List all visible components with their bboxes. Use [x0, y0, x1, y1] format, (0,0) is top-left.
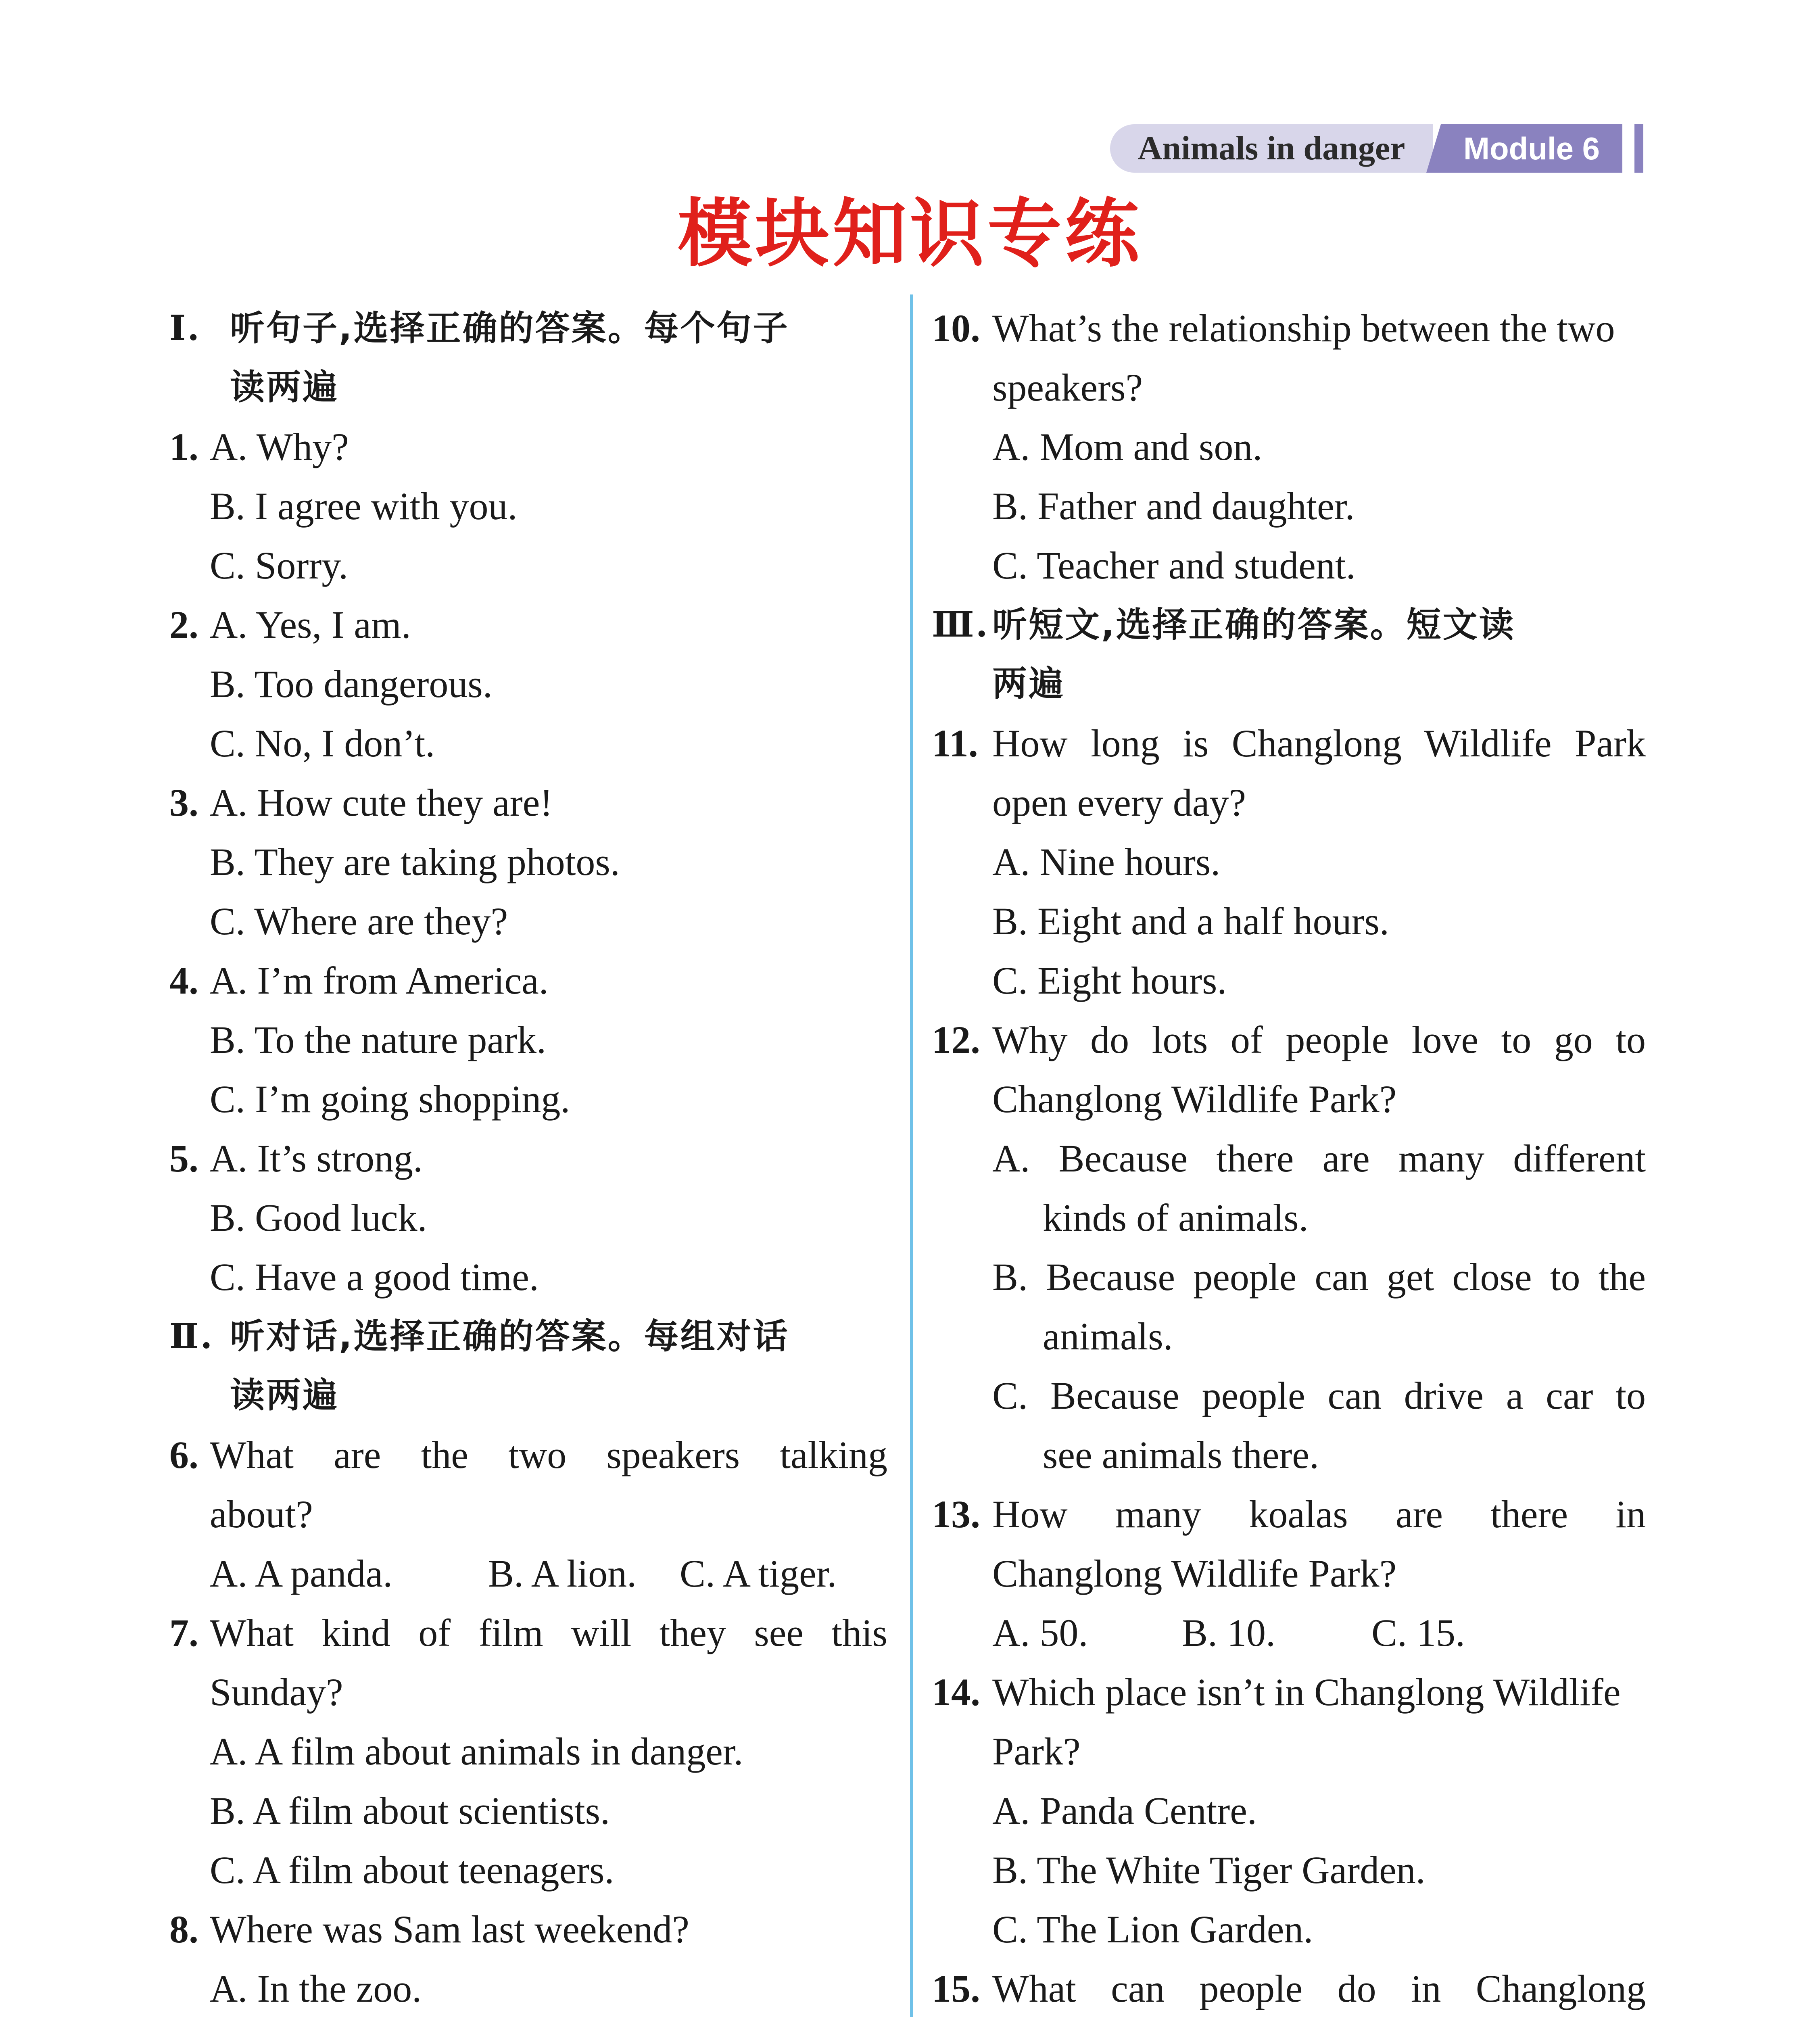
q11-option-c: C. Eight hours. — [992, 959, 1227, 1002]
question-13: 13. How many koalas are there in — [932, 1493, 1646, 1536]
question-3: 3. A. How cute they are! — [169, 781, 553, 824]
q6-options — [169, 1544, 887, 1603]
q7-option-c: C. A film about teenagers. — [210, 1848, 614, 1892]
q5-option-b: B. Good luck. — [210, 1196, 427, 1239]
q12-option-c-cont: see animals there. — [1043, 1433, 1319, 1476]
unit-title-tab: Animals in danger — [1110, 124, 1433, 173]
q10-option-b: B. Father and daughter. — [992, 484, 1355, 528]
q10-option-a: A. Mom and son. — [992, 425, 1263, 468]
q6-option-b: B. A lion. — [488, 1552, 637, 1595]
question-2: 2. A. Yes, I am. — [169, 603, 411, 646]
q12-option-c: C. Because people can drive a car to — [992, 1374, 1646, 1417]
question-8: 8. Where was Sam last weekend? — [169, 1908, 689, 1951]
section-3-heading: Ⅲ.听短文,选择正确的答案。短文读 — [932, 604, 1515, 645]
section-1-heading-cont: 读两遍 — [230, 367, 339, 407]
q14-option-c: C. The Lion Garden. — [992, 1908, 1313, 1951]
q8-option-a: A. In the zoo. — [210, 1967, 422, 2010]
q12-stem-cont: Changlong Wildlife Park? — [992, 1077, 1397, 1121]
q10-option-c: C. Teacher and student. — [992, 544, 1356, 587]
q14-stem-cont: Park? — [992, 1730, 1081, 1773]
section-2-heading: Ⅱ. 听对话,选择正确的答案。每组对话 — [169, 1316, 789, 1357]
q13-option-b: B. 10. — [1182, 1611, 1276, 1654]
q1-option-c: C. Sorry. — [210, 544, 349, 587]
q7-option-a: A. A film about animals in danger. — [210, 1730, 743, 1773]
question-11: 11. How long is Changlong Wildlife Park — [932, 722, 1646, 765]
question-5: 5. A. It’s strong. — [169, 1137, 423, 1180]
q3-option-b: B. They are taking photos. — [210, 840, 620, 883]
section-3-heading-cont: 两遍 — [992, 664, 1065, 704]
question-15: 15. What can people do in Changlong — [932, 1967, 1646, 2010]
q12-option-b: B. Because people can get close to the — [992, 1255, 1646, 1299]
q11-option-a: A. Nine hours. — [992, 840, 1221, 883]
q1-option-b: B. I agree with you. — [210, 484, 518, 528]
q13-options — [932, 1603, 1646, 1662]
q4-option-c: C. I’m going shopping. — [210, 1077, 570, 1121]
q6-option-c: C. A tiger. — [680, 1552, 837, 1595]
q10-stem-cont: speakers? — [992, 366, 1143, 409]
q12-option-a-cont: kinds of animals. — [1043, 1196, 1309, 1239]
question-4: 4. A. I’m from America. — [169, 959, 549, 1002]
q13-stem-cont: Changlong Wildlife Park? — [992, 1552, 1397, 1595]
tab-edge-bar — [1634, 124, 1643, 173]
q12-option-b-cont: animals. — [1043, 1315, 1173, 1358]
q14-option-b: B. The White Tiger Garden. — [992, 1848, 1426, 1892]
module-number-tab: Module 6 — [1441, 124, 1622, 173]
q2-option-c: C. No, I don’t. — [210, 722, 435, 765]
q6-option-a: A. A panda. — [210, 1552, 393, 1595]
page-title: 模块知识专练 — [677, 191, 1142, 277]
q11-option-b: B. Eight and a half hours. — [992, 900, 1389, 943]
section-1-heading: Ⅰ. 听句子,选择正确的答案。每个句子 — [169, 308, 789, 349]
column-divider — [910, 294, 913, 2017]
question-12: 12. Why do lots of people love to go to — [932, 1018, 1646, 1061]
q12-option-a: A. Because there are many different — [992, 1137, 1646, 1180]
question-10: 10. What’s the relationship between the two — [932, 307, 1615, 350]
question-14: 14. Which place isn’t in Changlong Wildlife — [932, 1670, 1621, 1714]
q6-stem-cont: about? — [210, 1493, 313, 1536]
q5-option-c: C. Have a good time. — [210, 1255, 539, 1299]
question-6: 6. What are the two speakers talking — [169, 1433, 887, 1476]
q4-option-b: B. To the nature park. — [210, 1018, 546, 1061]
question-7: 7. What kind of film will they see this — [169, 1611, 887, 1654]
left-column — [169, 299, 887, 2017]
q2-option-b: B. Too dangerous. — [210, 662, 493, 706]
q7-stem-cont: Sunday? — [210, 1670, 343, 1714]
question-1: 1. A. Why? — [169, 425, 349, 468]
q13-option-c: C. 15. — [1371, 1611, 1465, 1654]
q3-option-c: C. Where are they? — [210, 900, 508, 943]
q11-stem-cont: open every day? — [992, 781, 1246, 824]
q13-option-a: A. 50. — [992, 1611, 1088, 1654]
q7-option-b: B. A film about scientists. — [210, 1789, 610, 1832]
section-2-heading-cont: 读两遍 — [230, 1375, 339, 1416]
q14-option-a: A. Panda Centre. — [992, 1789, 1257, 1832]
right-column — [932, 299, 1646, 2017]
